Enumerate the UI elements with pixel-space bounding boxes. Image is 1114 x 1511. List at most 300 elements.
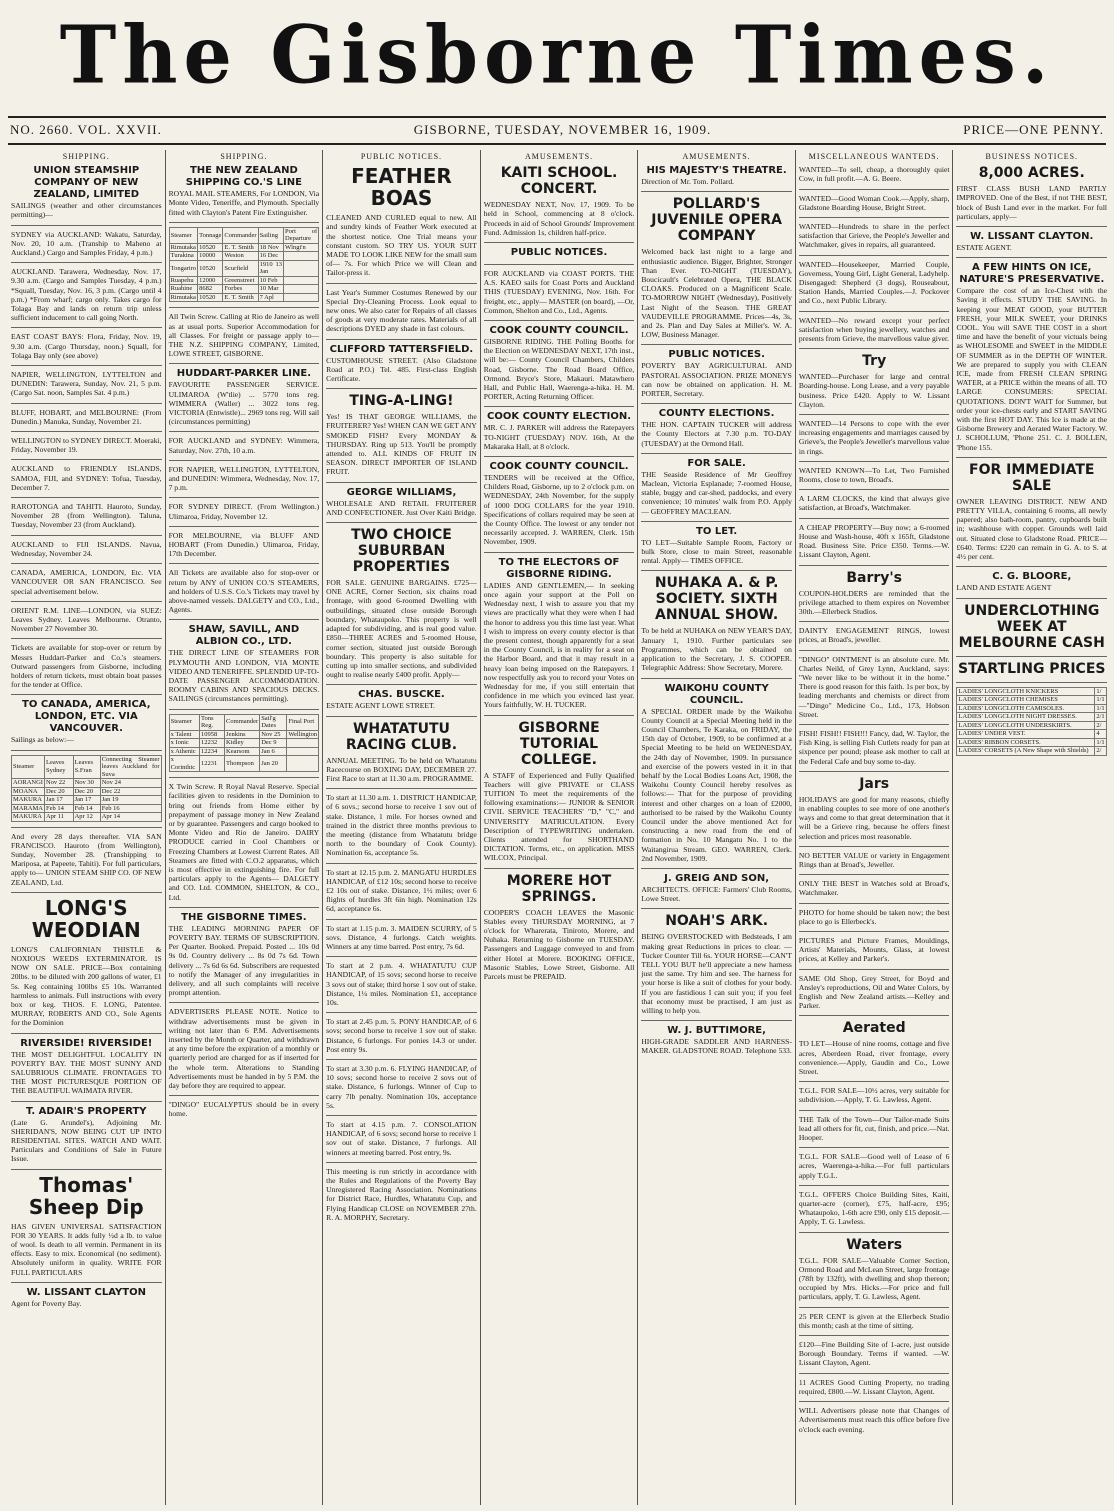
table-row bbox=[169, 243, 319, 252]
table-cell: Feb 14 bbox=[73, 804, 100, 813]
notice-body: And every 28 days thereafter. VIA SAN FRANCISCO. Hauroto (from Wellington), Sunday, November 28. (Transhipping to Mariposa, at Papeete, Tahiti). For full particulars, apply to— UNION STEAM SHIP CO. OF NEW ZEALAND, Ltd. bbox=[11, 831, 162, 887]
notice-divider bbox=[484, 552, 635, 553]
notice-divider bbox=[169, 1095, 320, 1096]
notice-item bbox=[326, 793, 477, 857]
table-cell: Connecting Steamer leaves Auckland for Suva bbox=[101, 755, 160, 778]
notice-divider bbox=[799, 255, 950, 256]
place-date: GISBORNE, TUESDAY, NOVEMBER 16, 1909. bbox=[413, 122, 712, 137]
notice-divider bbox=[11, 694, 162, 695]
notice-divider bbox=[11, 327, 162, 328]
notice-item bbox=[11, 1038, 162, 1096]
table-row bbox=[169, 730, 319, 739]
table-cell: AORANGI bbox=[13, 779, 43, 787]
table-cell: Steamer bbox=[12, 755, 45, 779]
notice-title: STARTLING PRICES bbox=[958, 660, 1106, 677]
notice-divider bbox=[641, 403, 792, 404]
column-1 bbox=[8, 150, 166, 1505]
table-cell: 12232 bbox=[199, 739, 224, 748]
notice-divider bbox=[11, 1101, 162, 1102]
table-row bbox=[12, 755, 162, 779]
notice-item bbox=[169, 502, 320, 520]
notice-item bbox=[169, 568, 320, 614]
table-cell: Dec 22 bbox=[100, 787, 161, 796]
notice-divider bbox=[799, 518, 950, 519]
table-cell: LADIES' LONGCLOTH CAMISOLES. bbox=[957, 704, 1095, 713]
notice-title: WHATATUTU RACING CLUB. bbox=[345, 720, 458, 753]
column-heading: SHIPPING. bbox=[220, 152, 268, 161]
column-heading: PUBLIC NOTICES. bbox=[360, 152, 443, 161]
table-cell: LADIES' LONGCLOTH UNDERSKIRTS. bbox=[957, 721, 1095, 730]
table-row bbox=[957, 713, 1107, 722]
notice-title: POLLARD'S JUVENILE OPERA COMPANY bbox=[651, 196, 782, 245]
table-cell: Steamer bbox=[169, 227, 198, 243]
column-heading: AMUSEMENTS. bbox=[682, 152, 751, 161]
notice-title: TWO CHOICE SUBURBAN PROPERTIES bbox=[351, 527, 452, 576]
table-row bbox=[12, 813, 162, 822]
notice-item bbox=[641, 1025, 792, 1055]
notice-item bbox=[326, 344, 477, 384]
notice-item bbox=[169, 714, 320, 773]
column-3 bbox=[323, 150, 481, 1505]
table-cell: MAKURA bbox=[12, 796, 45, 805]
notice-item bbox=[11, 1287, 162, 1308]
table-row bbox=[169, 747, 319, 756]
notice-divider bbox=[799, 1110, 950, 1111]
notice-body: HOLIDAYS are good for many reasons, chiefly in enabling couples to see more of one another's ways and come to that great determination that it will be a Grieve ring, because he offers finest selection and prices most reasonable. bbox=[798, 794, 950, 841]
table-cell: 10958 bbox=[199, 730, 224, 739]
notice-divider bbox=[11, 497, 162, 498]
notice-divider bbox=[956, 257, 1107, 258]
table-cell: LADIES' LONGCLOTH KNICKERS bbox=[957, 687, 1095, 696]
notice-divider bbox=[326, 788, 477, 789]
notice-item bbox=[169, 531, 320, 559]
table-cell: Ruahine bbox=[169, 285, 198, 294]
table-cell: 8682 bbox=[198, 285, 223, 294]
table-cell: 1/1 bbox=[1096, 696, 1105, 703]
notice-body: To start at 12.15 p.m. 2. MANGATU HURDLES HANDICAP, of £12 10s; second horse to receive £2 10s out of stake. Distance, 1½ miles; over 6 flights of hurdles 3ft 6in high. Nomination 12s 6d, acceptance 6s. bbox=[326, 867, 477, 914]
notice-divider bbox=[799, 414, 950, 415]
notice-divider bbox=[11, 1033, 162, 1034]
notice-heading: T. ADAIR'S PROPERTY bbox=[26, 1105, 147, 1117]
notice-item bbox=[799, 1406, 950, 1434]
notice-divider bbox=[799, 969, 950, 970]
notice-body: FOR MELBOURNE, via BLUFF AND HOBART (From Dunedin.) Ulimaroa, Friday, 17th December. bbox=[168, 530, 320, 559]
table-cell: Steamer bbox=[169, 714, 199, 730]
notice-item bbox=[326, 165, 477, 277]
notice-item bbox=[11, 606, 162, 634]
notice-item bbox=[169, 165, 320, 217]
notice-divider bbox=[11, 601, 162, 602]
notice-divider bbox=[641, 453, 792, 454]
notice-item bbox=[326, 288, 477, 334]
notice-divider bbox=[956, 457, 1107, 458]
notice-divider bbox=[799, 931, 950, 932]
notice-item bbox=[799, 222, 950, 250]
table-cell: 18 Nov bbox=[258, 243, 283, 252]
notice-item bbox=[484, 873, 635, 982]
notice-item bbox=[799, 1152, 950, 1180]
notice-body: WANTED—No reward except your perfect satisfaction when buying jewellery, watches and presents from Grieve, the marvellous value giver. bbox=[798, 315, 950, 344]
table-cell: 10 Feb bbox=[258, 276, 283, 285]
notice-body: ONLY THE BEST in Watches sold at Broad's, Watchmaker. bbox=[798, 879, 950, 898]
table-cell: Rimutaka bbox=[170, 293, 196, 301]
table-cell: Nov 22 bbox=[44, 779, 73, 788]
issue-number: NO. 2660. VOL. XXVII. bbox=[10, 122, 162, 137]
notice-heading: TO LET. bbox=[696, 525, 738, 537]
table-cell: 12000 bbox=[198, 276, 223, 285]
table-cell: Dec 20 bbox=[44, 787, 73, 796]
notice-divider bbox=[799, 1401, 950, 1402]
table-cell: LADIES' RIBBON CORSETS. bbox=[957, 738, 1095, 747]
notice-title: MORERE HOT SPRINGS. bbox=[506, 872, 612, 905]
notice-divider bbox=[799, 311, 950, 312]
notice-title: Waters bbox=[846, 1236, 903, 1253]
table-row bbox=[12, 804, 162, 813]
notice-body: HAS GIVEN UNIVERSAL SATISFACTION FOR 30 YEARS. It adds fully ½d a lb. to value of wool. Is death to all vermin. Permanent in its effects. Easy to mix. Economical (no sediment). Absolutely uniform in quality. WRITE FOR FULL PARTICULARS bbox=[11, 1221, 162, 1277]
notice-heading: W. LISSANT CLAYTON bbox=[26, 1286, 146, 1298]
notice-body: COOPER'S COACH LEAVES the Masonic Stables every THURSDAY MORNING, at 7 o'clock for Wharerata, Tiniroto, Morere, and Nuhaka. Returning to Gisborne on TUESDAY. Passengers and Luggage conveyed to and from either Hotel at Morere. BOOKING OFFICE, Masonic Stables, Lowe Street, Gisborne. All Parcels must be PREPAID. bbox=[483, 907, 635, 981]
notice-divider bbox=[799, 1185, 950, 1186]
column-heading: MISCELLANEOUS WANTEDS. bbox=[808, 152, 940, 161]
table-cell: Commander bbox=[223, 227, 258, 243]
notice-item bbox=[484, 165, 635, 237]
notice-divider bbox=[169, 619, 320, 620]
notice-item bbox=[956, 262, 1107, 452]
notice-divider bbox=[641, 521, 792, 522]
table-cell: 1/ bbox=[1095, 687, 1107, 696]
table-cell bbox=[284, 276, 319, 285]
notice-heading: UNION STEAMSHIP COMPANY OF NEW ZEALAND, LIMITED bbox=[33, 165, 140, 201]
notice-divider bbox=[169, 709, 320, 710]
notice-item bbox=[169, 227, 320, 303]
notice-body: THE LEADING MORNING PAPER OF POVERTY BAY. TERMS OF SUBSCRIPTION. Per Quarter. Booked. Prepaid. Posted ... 10s 0d 9s 0d. Country delivery ... 8s 0d 7s 6d. Town delivery ... 7s 6d 6s 6d. Subscribers are requested to notify the Manager of any irregularities in delivery, and all such complaints will receive prompt attention. bbox=[168, 923, 320, 998]
notice-divider bbox=[641, 570, 792, 571]
notice-body: To start at 2 p.m. 4. WHATATUTU CUP HANDICAP, of 15 sovs; second horse to receive 3 sovs out of stake; third horse 1 sov out of stake. Distance, 1¼ miles. Nomination £1, acceptance 10s. bbox=[326, 961, 477, 1007]
notice-divider bbox=[326, 863, 477, 864]
table-cell: Thompson bbox=[225, 756, 260, 772]
notice-item bbox=[799, 936, 950, 964]
notice-item bbox=[641, 526, 792, 566]
notice-body: WHOLESALE AND RETAIL FRUITERER AND CONFECTIONER. Just Over Kaiti Bridge. bbox=[326, 498, 477, 517]
notice-item bbox=[799, 879, 950, 897]
notice-heading: WAIKOHU COUNTY COUNCIL. bbox=[664, 682, 769, 706]
notice-item bbox=[11, 464, 162, 492]
notice-item bbox=[641, 165, 792, 186]
notice-item bbox=[11, 755, 162, 822]
notice-body: THE MOST DELIGHTFUL LOCALITY IN POVERTY BAY. THE MOST SUNNY AND SALUBRIOUS CLIMATE. FRONTAGES TO THE MOST PICTURESQUE PORTION OF THE BEAUTIFUL WAIMATA RIVER. bbox=[11, 1049, 162, 1096]
table-cell: 10520 bbox=[198, 243, 223, 252]
notice-body: TO LET—House of nine rooms, cottage and five acres, Aberdeen Road, river frontage, every convenience.—Apply, Gaudin and Co., Lowe Street. bbox=[798, 1039, 950, 1077]
notice-body: "DINGO" EUCALYPTUS should be in every home. bbox=[168, 1100, 320, 1119]
notice-body: AUCKLAND to FRIENDLY ISLANDS, SAMOA, FIJI, and SYDNEY: Tofua, Tuesday, December 7. bbox=[11, 464, 162, 492]
notice-body: BEING OVERSTOCKED with Bedsteads, I am making great Reductions in prices to clear. — Tucker Counter Till 6s. YOUR HORSE—CAN'T TELL YOU BUT he'll appreciate a new harness just the same. Try him and see. The harness for your horse is like a suit of clothes for your body. If you are fastidious I can suit you; if you feel that economy must be practised, I am just as willing to help you. bbox=[641, 932, 792, 1015]
notice-body: ORIENT R.M. LINE—LONDON, via SUEZ: Leaves Sydney. Leaves Melbourne. Otranto, November 27 November 30. bbox=[11, 605, 162, 634]
notice-divider bbox=[169, 777, 320, 778]
notice-item bbox=[169, 782, 320, 902]
notice-divider bbox=[799, 1335, 950, 1336]
notice-divider bbox=[799, 724, 950, 725]
notice-item bbox=[641, 683, 792, 863]
notice-body: To start at 11.30 a.m. 1. DISTRICT HANDICAP, of 6 sovs.; second horse to receive 1 sov out of stake. Distance, 1 mile. For horses owned and trained in the district three months previous to the meeting (distance from Whatatutu bridge north to the boundary of Cook County). Nomination 6s, acceptance 5s. bbox=[326, 793, 477, 858]
notice-heading: W. J. BUTTIMORE, bbox=[667, 1025, 766, 1037]
notice-item bbox=[799, 1115, 950, 1143]
table-cell: E. T. Smith bbox=[223, 293, 258, 302]
notice-item bbox=[799, 260, 950, 306]
notice-item bbox=[169, 436, 320, 454]
notice-item bbox=[641, 873, 792, 903]
notice-body: WANTED—Purchaser for large and central Boarding-house. Long Lease, and a very payable business. Price £420. Apply to W. Lissant Clayton. bbox=[798, 372, 950, 409]
notice-body: WANTED—Hundreds to share in the perfect satisfaction that Grieve, the People's Jeweller and Watchmaker, gives in repairs, all guaranteed. bbox=[798, 222, 950, 250]
table-row bbox=[169, 293, 319, 302]
table-cell: x Athenic bbox=[169, 747, 199, 756]
table-cell: Port of Departure bbox=[285, 227, 318, 243]
table-cell: LADIES' CORSETS (A New Shape with Shields) bbox=[957, 747, 1095, 756]
notice-item bbox=[11, 370, 162, 398]
notice-body: 25 PER CENT is given at the Ellerbeck Studio this month; cash at the time of sitting. bbox=[798, 1311, 950, 1330]
top-rule bbox=[8, 116, 1106, 118]
notice-heading: HUDDART-PARKER LINE. bbox=[176, 368, 312, 380]
notice-body: THE Seaside Residence of Mr Geoffrey Maclean, Victoria Esplanade; 7-roomed House, stable, buggy and car-shed, paddocks, and every convenience; 10 minutes' walk from P.O. Apply— GEOFFREY MACLEAN. bbox=[641, 469, 792, 516]
table-cell: 10000 bbox=[198, 252, 223, 261]
notice-item bbox=[11, 1174, 162, 1277]
table-cell bbox=[287, 747, 319, 756]
notice-body: HIGH-GRADE SADDLER AND HARNESS-MAKER. GLADSTONE ROAD. Telephone 533. bbox=[641, 1037, 792, 1056]
table-row bbox=[957, 696, 1107, 705]
notice-divider bbox=[484, 456, 635, 457]
notice-body: Agent for Poverty Bay. bbox=[11, 1298, 82, 1308]
notice-divider bbox=[169, 431, 320, 432]
notice-body: T.G.L. FOR SALE—10½ acres, very suitable for subdivision.—Apply, T. G. Lawless, Agent. bbox=[798, 1086, 950, 1105]
table-row bbox=[12, 796, 162, 805]
notice-body: All Twin Screw. Calling at Rio de Janeiro as well as at usual ports. Superior Accommodation for all Classes. For freight or passage apply to— THE N.Z. SHIPPING COMPANY, Limited, LOWE STREET, GISBORNE. bbox=[168, 312, 320, 359]
notice-body: £120—Fine Building Site of 1-acre, just outside Borough Boundary. Terms if wanted. —W. Lissant Clayton, Agent. bbox=[798, 1340, 950, 1368]
notice-item bbox=[484, 247, 635, 259]
notice-table bbox=[169, 714, 320, 773]
notice-item bbox=[799, 494, 950, 512]
notice-body: WANTED KNOWN—To Let, Two Furnished Rooms, close to town, Broad's. bbox=[798, 465, 950, 485]
columns-container bbox=[8, 150, 1110, 1505]
notice-divider bbox=[799, 650, 950, 651]
notice-divider bbox=[484, 715, 635, 716]
notice-body: NO BETTER VALUE or variety in Engagement Rings than at Broad's, Jeweller. bbox=[798, 850, 950, 869]
table-cell: Leaves Sydney bbox=[44, 755, 73, 779]
notice-body: ANNUAL MEETING. To be held on Whatatutu Racecourse on BOXING DAY, DECEMBER 27. First Race to start at 11.30 a.m. PROGRAMME. bbox=[326, 755, 477, 783]
table-cell: 12231 bbox=[199, 756, 224, 772]
notice-divider bbox=[799, 771, 950, 772]
notice-body: FOR AUCKLAND via COAST PORTS. THE A.S. KAEO sails for Coast Ports and Auckland THIS (TUESDAY) EVENING, Nov. 16th. For freight, etc., apply— MASTER (on board), —Or, Common, Shelton and Co., Ltd., Agents. bbox=[483, 269, 635, 315]
column-6 bbox=[796, 150, 954, 1505]
table-cell: LADIES' UNDER VEST. bbox=[957, 730, 1095, 739]
notice-title: FOR IMMEDIATE SALE bbox=[969, 461, 1095, 494]
table-cell: E. T. Smith bbox=[223, 243, 258, 252]
notice-divider bbox=[11, 827, 162, 828]
notice-banner: FEATHER BOAS bbox=[351, 164, 452, 211]
notice-banner: LONG'S WEODIAN bbox=[31, 895, 141, 942]
notice-title: Aerated bbox=[842, 1020, 906, 1037]
notice-heading: PUBLIC NOTICES. bbox=[668, 349, 765, 361]
table-cell: Jenkins bbox=[225, 730, 260, 739]
table-cell: 4 bbox=[1095, 730, 1107, 739]
notice-table bbox=[169, 227, 320, 303]
notice-item bbox=[799, 316, 950, 344]
notice-item bbox=[799, 1020, 950, 1076]
table-cell: Tonnage bbox=[198, 227, 223, 243]
notice-divider bbox=[326, 482, 477, 483]
notice-body: Last Year's Summer Costumes Renewed by our Special Dry-Cleaning Process. Look equal to new ones. We also cater for Repairs of all classes of goods at very moderate rates. Materials of all descriptions DYED any shade in fast colours. bbox=[326, 287, 477, 334]
notice-body: THE DIRECT LINE OF STEAMERS FOR PLYMOUTH AND LONDON, VIA MONTE VIDEO AND TENERIFFE. SPLENDID UP-TO-DATE PASSENGER ACCOMMODATION. ROOMY CABINS AND SPACIOUS DECKS. SAILINGS (circumstances permitting). bbox=[168, 648, 320, 704]
notice-divider bbox=[169, 563, 320, 564]
table-cell: Wlngt'n bbox=[284, 243, 319, 252]
notice-item bbox=[799, 1312, 950, 1330]
notice-divider bbox=[484, 406, 635, 407]
table-row bbox=[957, 738, 1107, 747]
table-cell: x Ionic bbox=[169, 739, 199, 748]
notice-item bbox=[11, 643, 162, 689]
notice-body: FOR SYDNEY DIRECT. (From Wellington.) Ulimaroa, Friday, November 12. bbox=[168, 502, 320, 521]
table-cell: Kearsom bbox=[225, 747, 260, 756]
notice-heading: THE NEW ZEALAND SHIPPING CO.'S LINE bbox=[185, 165, 302, 189]
masthead bbox=[0, 0, 1114, 108]
notice-body: FAVOURITE PASSENGER SERVICE. ULIMAROA (W'tlie) ... 5770 tons reg. WIMMERA (Waller) ... 3022 tons reg. VICTORIA (Entwistle)... 2969 tons reg. Will sail (circumstances permitting) bbox=[168, 380, 320, 427]
notice-item bbox=[956, 165, 1107, 221]
table-cell: Forbes bbox=[223, 285, 258, 294]
table-cell: Tongariro bbox=[169, 260, 198, 276]
column-4 bbox=[481, 150, 639, 1505]
notice-item bbox=[799, 1378, 950, 1396]
notice-body: FIRST CLASS BUSH LAND PARTLY IMPROVED. One of the Best, if not THE BEST, block of Bush Land ever in the market. For full particulars, apply— bbox=[956, 184, 1108, 221]
notice-item bbox=[956, 603, 1107, 651]
notice-divider bbox=[799, 1147, 950, 1148]
notice-item bbox=[326, 393, 477, 476]
notice-divider bbox=[326, 388, 477, 389]
notice-item bbox=[326, 1120, 477, 1157]
column-heading: AMUSEMENTS. bbox=[524, 152, 594, 161]
notice-body: NAPIER, WELLINGTON, LYTTELTON and DUNEDIN: Tarawera, Sunday, Nov. 21, 5 p.m. (Cargo Sat. noon, Samples Sat. 4 p.m.) bbox=[11, 370, 162, 398]
notice-body: A LARM CLOCKS, the kind that always give satisfaction, at Broad's, Watchmaker. bbox=[798, 494, 950, 513]
notice-body: Direction of Mr. Tom. Pollard. bbox=[641, 177, 735, 187]
notice-item bbox=[11, 436, 162, 454]
notice-item bbox=[326, 1064, 477, 1110]
notice-divider bbox=[484, 242, 635, 243]
notice-body: FOR NAPIER, WELLINGTON, LYTTELTON, and DUNEDIN: Wimmera, Wednesday, Nov. 17, 7 p.m. bbox=[168, 464, 320, 493]
table-cell: LADIES' LONGCLOTH NIGHT DRESSES. bbox=[957, 713, 1095, 722]
notice-divider bbox=[326, 1012, 477, 1013]
notice-divider bbox=[799, 903, 950, 904]
notice-item bbox=[11, 699, 162, 744]
notice-item bbox=[799, 1190, 950, 1227]
table-cell: Kidley bbox=[225, 739, 260, 748]
notice-body: T.G.L. FOR SALE—Good well of Lease of 6 acres, Waerenga-a-hika.—For full particulars apply T.G.L. bbox=[798, 1152, 950, 1180]
notice-divider bbox=[11, 563, 162, 564]
table-row bbox=[169, 756, 319, 772]
notice-divider bbox=[169, 460, 320, 461]
notice-divider bbox=[326, 339, 477, 340]
notice-divider bbox=[799, 1232, 950, 1233]
table-cell: Jan 17 bbox=[44, 796, 73, 805]
table-cell: Tons Reg. bbox=[199, 714, 224, 730]
table-row bbox=[957, 687, 1107, 696]
notice-body: FISH! FISH!! FISH!!! Fancy, dad, W. Taylor, the Fish King, is selling Fish Cutlets ready for pan at sixpence per pound; please ask mother to call at the Federal Cafe and buy some to-day. bbox=[798, 728, 950, 766]
notice-item bbox=[169, 1100, 320, 1118]
notice-body: TENDERS will be received at the Office, Childers Road, Gisborne, up to 2 o'clock p.m. on WEDNESDAY, 24th November, for the supply of 1000 DOG COLLARS for the year 1910. Specifications of collars required may be seen at the County Office. The lowest or any tender not necessarily accepted. J. WARREN, Clerk. 15th November, 1909. bbox=[483, 473, 635, 547]
notice-divider bbox=[326, 919, 477, 920]
notice-body: OWNER LEAVING DISTRICT. NEW AND PRETTY VILLA, containing 6 rooms, all newly papered; also bath-room, pantry, cupboards built in; washhouse with copper. Grounds well laid out. Situated close to Gladstone Road. PRICE—£640. Terms: £220 can remain in G. A. to S. at 4½ per cent. bbox=[956, 496, 1108, 562]
notice-body: "DINGO" OINTMENT is an absolute cure. Mr. Charles Neild, of Grey Lynn, Auckland, says: "We never like to be without it in the home." There is good reason for this faith. 1s per box, by leading merchants and chemists or direct from—"Dingo" Medicine Co., Ltd., 173, Hobson Street. bbox=[798, 654, 950, 719]
table-cell: Apr 12 bbox=[73, 813, 100, 822]
notice-body: X Twin Screw. R Royal Naval Reserve. Special facilities given to residents in the Dominion to bring out friends from Home either by prepayment of passage money in New Zealand or by guarantee. Passengers and cargo booked to Monte Video and Rio de Janeiro. DAIRY PRODUCE carried in Cool Chambers or Freezing Chambers at Lowest Current Rates. All Steamers are fitted with C.O.2 apparatus, which is most effective in extinguishing fire. For full particulars apply to the Agents— DALGETY and CO. Ltd. COMMON, SHELTON, & CO., Ltd. bbox=[168, 782, 320, 902]
notice-item bbox=[326, 689, 477, 710]
notice-item bbox=[484, 461, 635, 547]
notice-item bbox=[11, 568, 162, 596]
column-7 bbox=[953, 150, 1110, 1505]
notice-divider bbox=[169, 307, 320, 308]
notice-body: Compare the cost of an Ice-Chest with the Saving it effects. STUDY THE SAVING. In keeping your MEAT GOOD, your BUTTER FRESH, your MILK SWEET, your DRINKS COOL. You will SAVE THE COST in a short time and have the benefit of your victuals being as WHOLESOME and SWEET in the MIDDLE OF SUMMER as in the DEPTH OF WINTER. We are prepared to supply you with CLEAN ICE, made from FRESH CLEAN SPRING WATER, at a PRICE within the means of all. TO LARGE CONSUMERS: SPECIAL QUOTATIONS. DON'T WAIT for Summer, but order your ice-chests early and START SAVING with the first HOT DAY. This Ice is made at the Gisborne Brewery and Aerated Water Factory. W. J. SCHOLLUM, 'Phone 251. C. J. BOLLEN, 'Phone 155. bbox=[956, 286, 1108, 452]
table-cell: Scurfield bbox=[223, 260, 258, 276]
notice-table bbox=[11, 755, 162, 822]
notice-body: AUCKLAND to FIJI ISLANDS. Navua, Wednesday, November 24. bbox=[11, 539, 162, 558]
notice-body: ARCHITECTS. OFFICE: Farmers' Club Rooms, Lowe Street. bbox=[641, 884, 792, 904]
table-cell bbox=[284, 293, 319, 302]
table-cell: LADIES' LONGCLOTH CHEMISES bbox=[957, 696, 1095, 705]
notice-item bbox=[956, 661, 1107, 677]
notice-divider bbox=[169, 222, 320, 223]
notice-title: KAITI SCHOOL. CONCERT. bbox=[500, 165, 618, 198]
table-cell: Final Port bbox=[287, 714, 319, 730]
table-cell: Jan 19 bbox=[100, 796, 161, 805]
notice-item bbox=[799, 974, 950, 1011]
notice-body: T.G.L. OFFERS Choice Building Sites, Kaiti, quarter-acre (corner), £75, half-acre, £95; Whataupoko, 1-6th acre £90, only £15 deposit.—Apply, T. G. Lawless. bbox=[798, 1189, 950, 1227]
notice-body: To start at 2.45 p.m. 5. PONY HANDICAP, of 6 sovs; second horse to receive 1 sov out of stake. Distance, 6 furlongs. For ponies 14.3 or under. Post entry 9s. bbox=[326, 1017, 477, 1054]
notice-heading: CHAS. BUSCKE. bbox=[358, 689, 445, 701]
notice-divider bbox=[641, 678, 792, 679]
notice-divider bbox=[11, 431, 162, 432]
notice-item bbox=[484, 325, 635, 401]
notice-item bbox=[169, 1007, 320, 1090]
notice-item bbox=[641, 458, 792, 516]
notice-heading: COOK COUNTY COUNCIL. bbox=[489, 325, 629, 337]
notice-heading: COOK COUNTY ELECTION. bbox=[487, 411, 632, 423]
dateline bbox=[10, 122, 1104, 140]
notice-body: FOR SALE. GENUINE BARGAINS. £725—ONE ACRE, Corner Section, six chains road frontage, with good 6-roomed Dwelling with outbuildings, situated close outside Borough boundary, Whataupoko. This property is well adapted for subdividing, and is real good value. £850—THREE ACRES and 5-roomed House, corner section, situated just outside Borough boundary. This property is also suitable for cutting up into smaller sections, and subdivided ought to realise nearly £400 profit. Apply— bbox=[326, 578, 477, 680]
notice-item bbox=[326, 961, 477, 1007]
notice-divider bbox=[484, 868, 635, 869]
table-cell: 7 Apl bbox=[258, 293, 283, 302]
notice-body: WILL Advertisers please note that Changes of Advertisements must reach this office before five o'clock each evening. bbox=[798, 1406, 950, 1434]
notice-heading: A FEW HINTS ON ICE, NATURE'S PRESERVATIVE. bbox=[959, 262, 1105, 286]
table-cell: Jan 17 bbox=[73, 796, 100, 805]
notice-item bbox=[11, 502, 162, 530]
notice-title: Jars bbox=[859, 775, 890, 792]
dateline-rule bbox=[8, 143, 1106, 145]
notice-body: BLUFF, HOBART, and MELBOURNE: (From Dunedin.) Manuka, Sunday, November 21. bbox=[11, 407, 162, 426]
table-cell: Rimutaka bbox=[170, 243, 196, 251]
notice-body: SAME Old Shop, Grey Street, for Boyd and Ansley's reproductions, Oil and Water Colors, by English and New Zealand artists.—Kelley and Parker. bbox=[798, 973, 950, 1011]
notice-body: WANTED—Good Woman Cook.—Apply, sharp, Gladstone Boarding House, Bright Street. bbox=[798, 193, 950, 212]
notice-item bbox=[641, 349, 792, 398]
notice-body: LAND AND ESTATE AGENT bbox=[956, 583, 1052, 593]
table-cell: 1/1 bbox=[1096, 704, 1105, 712]
notice-divider bbox=[11, 1169, 162, 1170]
notice-body: (Late G. Arundel's), Adjoining Mr. SHERIDAN'S, NOW BEING CUT UP INTO RESIDENTIAL SITES. WATCH AND WAIT. Particulars and Conditions of Sale in Future Issue. bbox=[11, 1117, 162, 1164]
notice-body: ESTATE AGENT. bbox=[956, 243, 1012, 253]
notice-item bbox=[956, 231, 1107, 252]
table-cell: 2/1 bbox=[1096, 713, 1105, 720]
notice-body: ADVERTISERS PLEASE NOTE. Notice to withdraw advertisements must be given in writing not later than 6 P.M. Advertisements inserted by the Month or Quarter, and withdrawn at any time before the expiration of a monthly or quarterly period are charged for as if inserted for the whole term. Alterations to Standing Advertisements must be handed in by 5 P.M. the day before they are required to appear. bbox=[168, 1007, 320, 1090]
table-cell: Sailing bbox=[258, 227, 283, 243]
notice-item bbox=[799, 419, 950, 456]
notice-heading: J. GREIG AND SON, bbox=[664, 872, 770, 884]
notice-body: DAINTY ENGAGEMENT RINGS, lowest prices, at Broad's, jeweller. bbox=[798, 626, 950, 645]
